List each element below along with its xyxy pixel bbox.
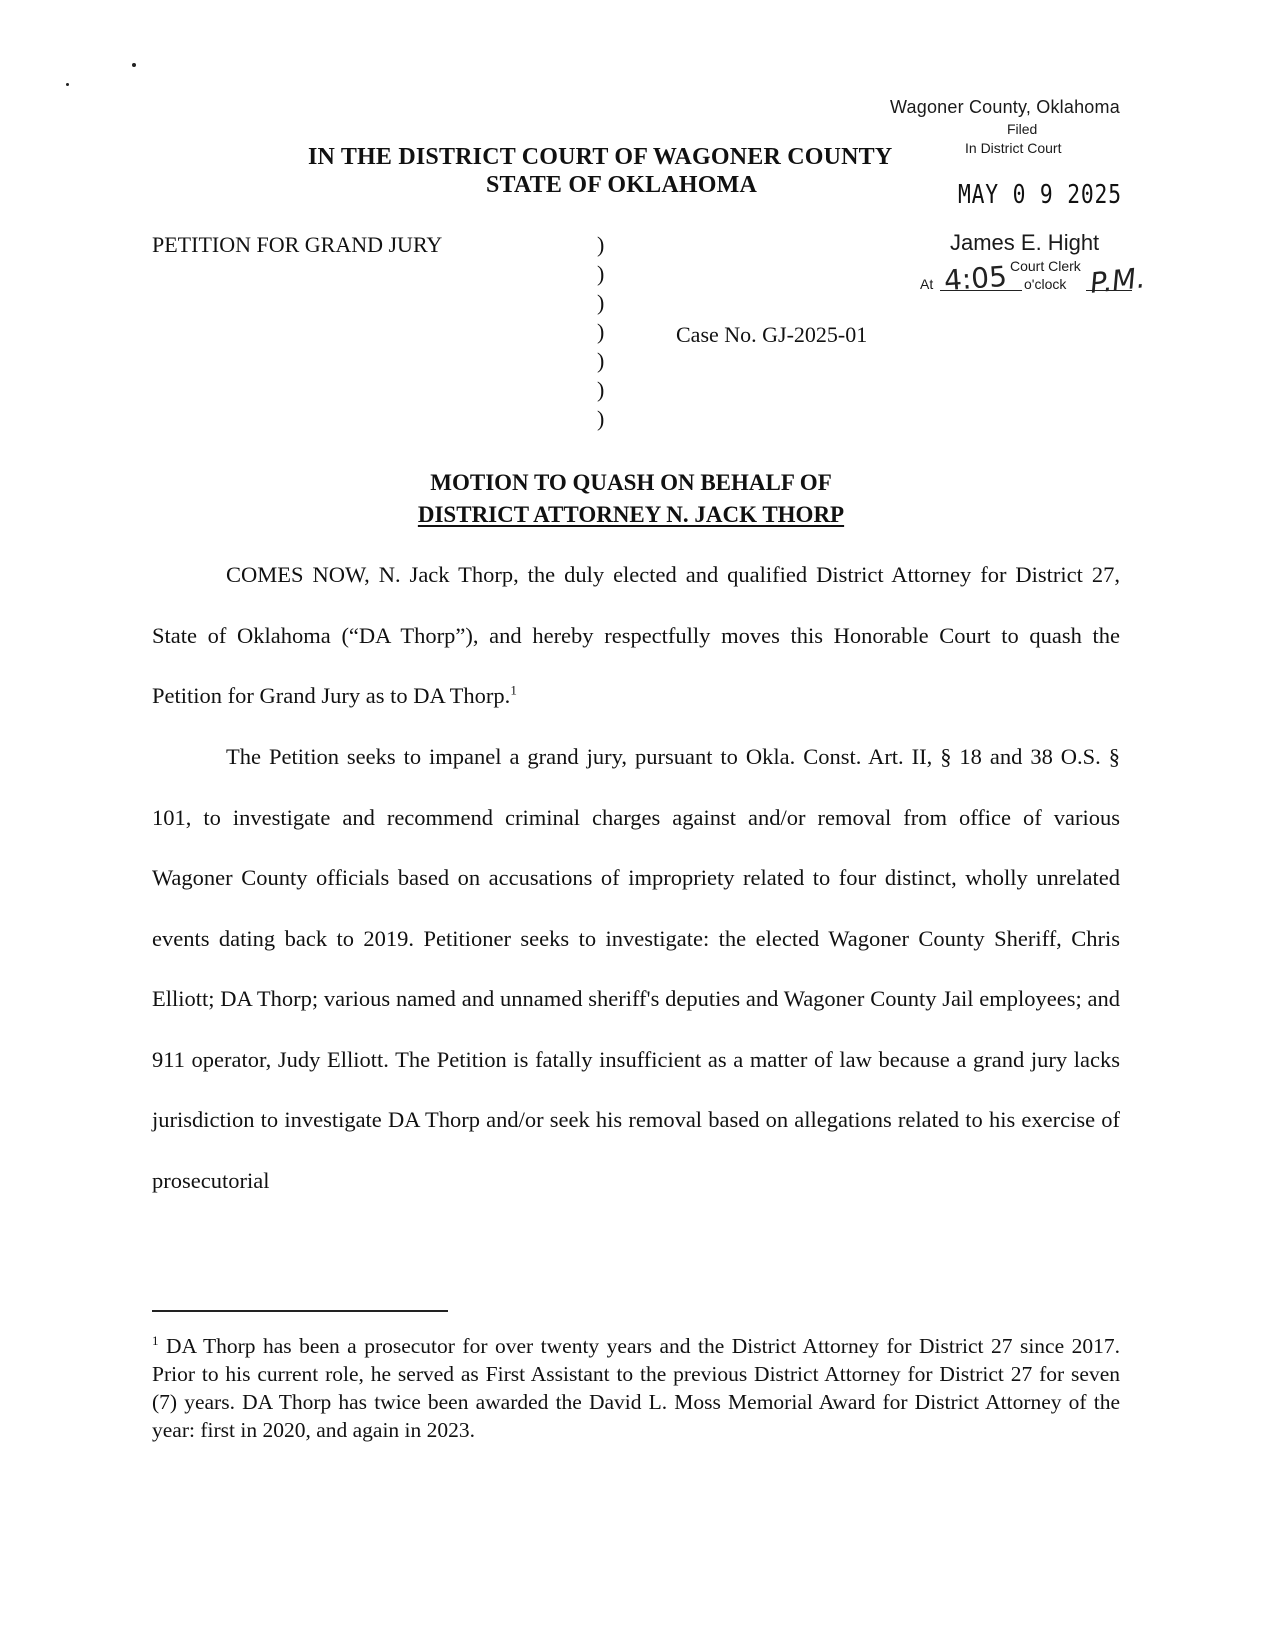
- court-heading-line2: STATE OF OKLAHOMA: [486, 172, 757, 198]
- stamp-clerk-title: Court Clerk: [1010, 258, 1081, 274]
- stamp-date: MAY 0 9 2025: [958, 180, 1122, 210]
- caption-paren: ): [597, 290, 605, 315]
- footnote: [152, 1332, 1120, 1444]
- scan-speck: [66, 83, 69, 86]
- caption-paren: ): [597, 232, 605, 257]
- stamp-clerk-name: James E. Hight: [950, 230, 1100, 255]
- footnote-divider: [152, 1310, 448, 1312]
- caption-paren: ): [597, 261, 605, 286]
- paragraph-1-text: COMES NOW, N. Jack Thorp, the duly elected and qualified District Attorney for District 27, State of Oklahoma (“DA Thorp”), and hereby respectfully moves this Honorable Court to quash the Petition for Grand Jury as to DA Thorp.: [152, 562, 1120, 708]
- footnote-number: 1: [152, 1332, 159, 1348]
- motion-title-line2: [0, 502, 1262, 528]
- court-heading-line1: IN THE DISTRICT COURT OF WAGONER COUNTY: [308, 144, 893, 170]
- stamp-ampm-handwritten: P.M.: [1088, 261, 1147, 300]
- caption-paren: ): [597, 319, 605, 344]
- petition-title: PETITION FOR GRAND JURY: [152, 232, 443, 257]
- motion-title-line1: MOTION TO QUASH ON BEHALF OF: [430, 470, 832, 495]
- stamp-county: Wagoner County, Oklahoma: [890, 97, 1120, 117]
- caption-paren: ): [597, 377, 605, 402]
- scan-speck: [132, 63, 136, 67]
- caption-paren: ): [597, 348, 605, 373]
- footnote-reference: 1: [510, 682, 517, 698]
- caption-paren: ): [597, 406, 605, 431]
- stamp-at-label: At: [920, 276, 934, 292]
- stamp-court: In District Court: [965, 140, 1062, 156]
- stamp-filed: Filed: [1007, 121, 1038, 137]
- body-paragraph-1: [152, 545, 1120, 727]
- motion-title-line2-text: DISTRICT ATTORNEY N. JACK THORP: [417, 502, 845, 527]
- stamp-time-handwritten: 4:05: [942, 259, 1008, 298]
- footnote-text: DA Thorp has been a prosecutor for over twenty years and the District Attorney for District 27 since 2017. Prior to his current role, he served as First Assistant to the previous District Attorney for District 27 for seven (7) years. DA Thorp has twice been awarded the David L. Moss Memorial Award for District Attorney of the year: first in 2020, and again in 2023.: [152, 1334, 1120, 1442]
- stamp-oclock-label: o'clock: [1024, 276, 1067, 292]
- body-paragraph-2: The Petition seeks to impanel a grand jury, pursuant to Okla. Const. Art. II, § 18 and 38 O.S. § 101, to investigate and recommend criminal charges against and/or removal from office of various Wagoner County officials based on accusations of impropriety related to four distinct, wholly unrelated events dating back to 2019. Petitioner seeks to investigate: the elected Wagoner County Sheriff, Chris Elliott; DA Thorp; various named and unnamed sheriff's deputies and Wagoner County Jail employees; and 911 operator, Judy Elliott. The Petition is fatally insufficient as a matter of law because a grand jury lacks jurisdiction to investigate DA Thorp and/or seek his removal based on allegations related to his exercise of prosecutorial: [152, 744, 1120, 1193]
- case-number: Case No. GJ-2025-01: [676, 322, 868, 347]
